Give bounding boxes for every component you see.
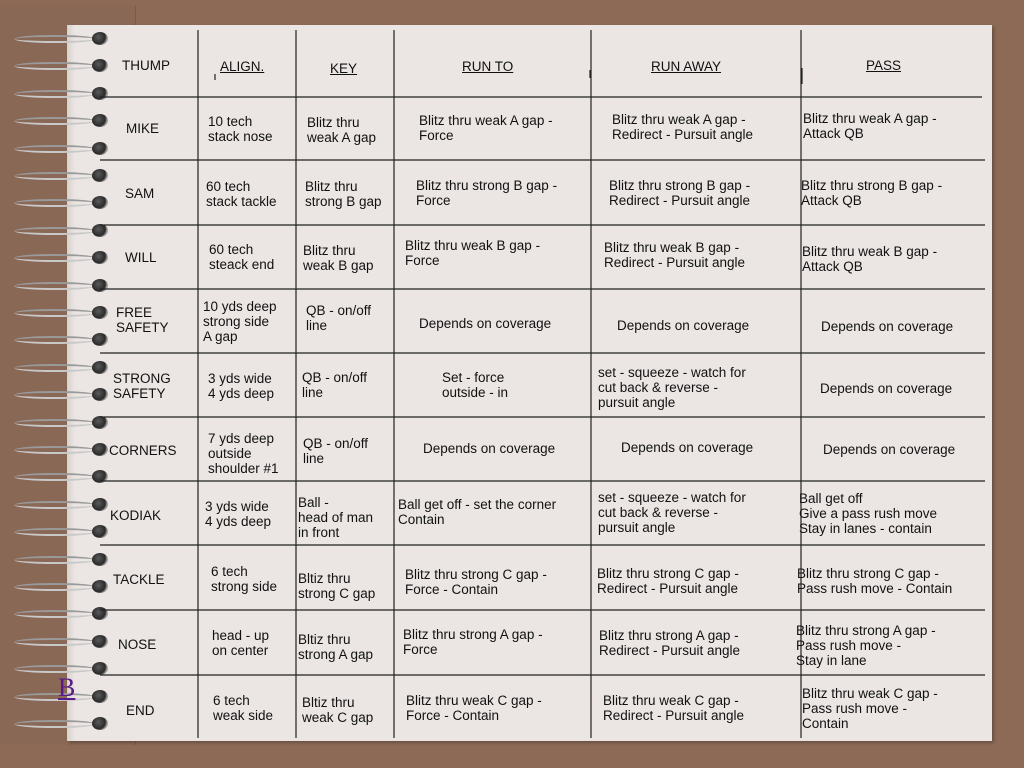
cell-run-away: Blitz thru weak A gap - Redirect - Pursuit angle bbox=[612, 112, 754, 142]
cell-pass: Depends on coverage bbox=[823, 442, 956, 457]
cell-key: Blitz thru strong B gap bbox=[305, 179, 382, 209]
cell-position: MIKE bbox=[126, 121, 160, 136]
cell-pass: Ball get off Give a pass rush move Stay in lanes - contain bbox=[799, 491, 938, 536]
header-run-to: RUN TO bbox=[462, 59, 514, 74]
cell-run-away: Depends on coverage bbox=[617, 318, 750, 333]
header-align: ALIGN. bbox=[220, 59, 265, 74]
cell-run-to: Blitz thru strong B gap - Force bbox=[416, 178, 558, 208]
cell-run-to: Blitz thru strong C gap - Force - Contain bbox=[405, 567, 547, 597]
cell-key: Blitz thru weak B gap bbox=[303, 243, 374, 273]
cell-pass: Blitz thru strong B gap - Attack QB bbox=[801, 178, 943, 208]
cell-position: NOSE bbox=[118, 637, 157, 652]
cell-key: Blitz thru weak A gap bbox=[307, 115, 377, 145]
cell-pass: Depends on coverage bbox=[820, 381, 953, 396]
cell-run-to: Ball get off - set the corner Contain bbox=[398, 497, 557, 527]
cell-run-away: set - squeeze - watch for cut back & reverse - pursuit angle bbox=[598, 490, 746, 535]
cell-position: CORNERS bbox=[109, 443, 177, 458]
cell-run-away: set - squeeze - watch for cut back & reverse - pursuit angle bbox=[598, 365, 746, 410]
cell-key: QB - on/off line bbox=[306, 303, 372, 333]
cell-run-to: Blitz thru weak C gap - Force - Contain bbox=[406, 693, 542, 723]
cell-key: Bltiz thru weak C gap bbox=[302, 695, 374, 725]
cell-run-to: Depends on coverage bbox=[419, 316, 552, 331]
cell-align: 10 yds deep strong side A gap bbox=[203, 299, 277, 344]
cell-run-away: Blitz thru weak C gap - Redirect - Pursuit angle bbox=[603, 693, 745, 723]
cell-run-to: Blitz thru weak B gap - Force bbox=[405, 238, 541, 268]
cell-position: STRONG SAFETY bbox=[113, 371, 171, 401]
cell-pass: Blitz thru weak A gap - Attack QB bbox=[803, 111, 937, 141]
cell-position: KODIAK bbox=[110, 508, 162, 523]
cell-run-to: Blitz thru strong A gap - Force bbox=[403, 627, 543, 657]
cell-run-away: Blitz thru weak B gap - Redirect - Pursuit angle bbox=[604, 240, 746, 270]
cell-key: QB - on/off line bbox=[303, 436, 369, 466]
cell-key: Bltiz thru strong A gap bbox=[298, 632, 374, 662]
cell-align: 10 tech stack nose bbox=[208, 114, 273, 144]
header-thump: THUMP bbox=[122, 58, 170, 73]
cell-run-away: Blitz thru strong C gap - Redirect - Pursuit angle bbox=[597, 566, 739, 596]
cell-align: 6 tech strong side bbox=[211, 564, 278, 594]
cell-run-to: Blitz thru weak A gap - Force bbox=[419, 113, 553, 143]
cell-align: 6 tech weak side bbox=[213, 693, 274, 723]
cell-align: 60 tech stack tackle bbox=[206, 179, 277, 209]
cell-pass: Depends on coverage bbox=[821, 319, 954, 334]
cell-pass: Blitz thru strong C gap - Pass rush move - Contain bbox=[797, 566, 953, 596]
cell-run-to: Depends on coverage bbox=[423, 441, 556, 456]
header-run-away: RUN AWAY bbox=[651, 59, 722, 74]
cell-position: WILL bbox=[125, 250, 157, 265]
cell-align: 7 yds deep outside shoulder #1 bbox=[208, 431, 279, 476]
cell-run-away: Blitz thru strong B gap - Redirect - Pursuit angle bbox=[609, 178, 751, 208]
cell-align: head - up on center bbox=[212, 628, 270, 658]
cell-position: TACKLE bbox=[113, 572, 165, 587]
cell-pass: Blitz thru strong A gap - Pass rush move - Stay in lane bbox=[796, 623, 936, 668]
cell-run-away: Blitz thru strong A gap - Redirect - Pursuit angle bbox=[599, 628, 741, 658]
cell-pass: Blitz thru weak B gap - Attack QB bbox=[802, 244, 938, 274]
cell-align: 3 yds wide 4 yds deep bbox=[208, 371, 275, 401]
cell-pass: Blitz thru weak C gap - Pass rush move - Contain bbox=[802, 686, 938, 731]
header-pass: PASS bbox=[866, 58, 902, 73]
cell-key: Bltiz thru strong C gap bbox=[298, 571, 376, 601]
cell-key: QB - on/off line bbox=[302, 370, 368, 400]
cell-position: FREE SAFETY bbox=[116, 305, 169, 335]
cell-run-away: Depends on coverage bbox=[621, 440, 754, 455]
cell-align: 3 yds wide 4 yds deep bbox=[205, 499, 272, 529]
cell-position: SAM bbox=[125, 186, 155, 201]
cell-key: Ball - head of man in front bbox=[298, 495, 374, 540]
b-link[interactable]: B bbox=[58, 673, 76, 702]
cell-position: END bbox=[126, 703, 155, 718]
header-key: KEY bbox=[330, 61, 358, 76]
cell-align: 60 tech steack end bbox=[209, 242, 275, 272]
cell-run-to: Set - force outside - in bbox=[442, 370, 509, 400]
